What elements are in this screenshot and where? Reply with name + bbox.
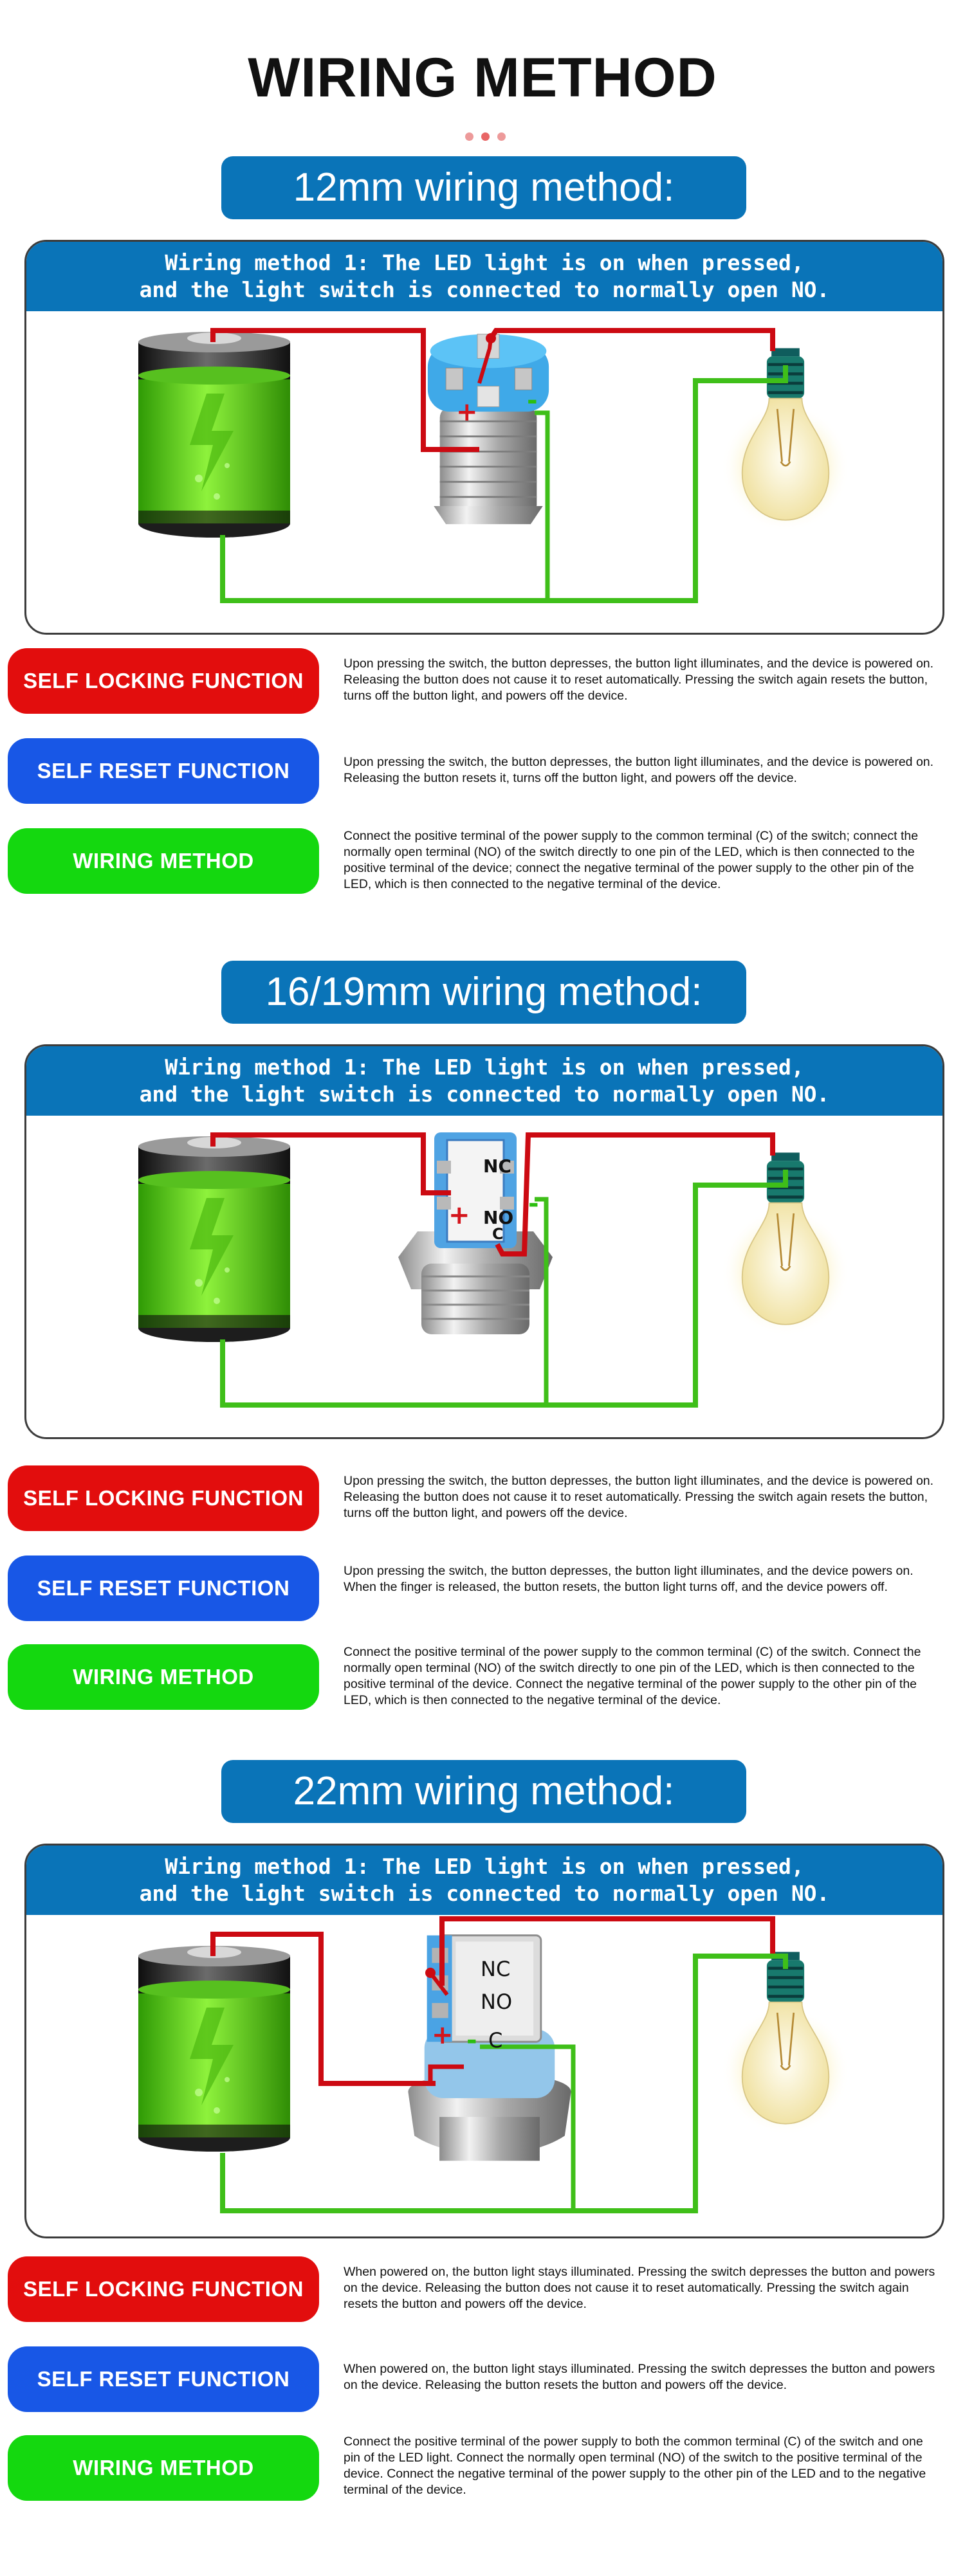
wiring-diagram-panel — [24, 240, 944, 635]
panel-header — [26, 1046, 942, 1116]
self-locking-function-text: When powered on, the button light stays illuminated. Pressing the switch depresses the button and powers on the device. Releasing the button does not cause it to reset automatically. Pressing the switch again resets the button and powers off the device. — [344, 2265, 935, 2311]
nc-terminal-label: NC — [481, 1957, 511, 1981]
self-reset-function-label: SELF RESET FUNCTION — [8, 738, 319, 804]
self-reset-function-text: Upon pressing the switch, the button depresses, the button light illuminates, and the device is powered on. Releasing the button resets it, turns off the button light, and powers off the device. — [344, 755, 934, 785]
decorative-dots — [461, 132, 510, 144]
wiring-diagram — [26, 1915, 942, 2236]
self-reset-function-label: SELF RESET FUNCTION — [8, 1556, 319, 1621]
negative-terminal-label: - — [466, 2026, 477, 2055]
section-title: 16/19mm wiring method: — [221, 961, 746, 1024]
c-terminal-label: C — [492, 1225, 504, 1243]
wiring-method-text: Connect the positive terminal of the power supply to both the common terminal (C) of the switch and one pin of the LED light. Connect the normally open terminal (NO) of the switch to the positive terminal of the device. Connect the negative terminal of the power supply to the other pin of the LED and to the negative terminal of the device. — [344, 2435, 926, 2497]
wiring-method-label: WIRING METHOD — [8, 2435, 319, 2501]
wiring-method-label: WIRING METHOD — [8, 1644, 319, 1710]
panel-header-line-2: and the light switch is connected to normally open NO. — [139, 1082, 830, 1107]
wiring-method-text: Connect the positive terminal of the power supply to the common terminal (C) of the switch. Connect the normally open terminal (NO) of the switch directly to one pin of the LED, which is then connected to the positive terminal of the device. Connect the negative terminal of the power supply to the other pin of the LED, which is then connected to the negative terminal of the device. — [344, 1645, 921, 1707]
no-terminal-label: NO — [483, 1207, 514, 1228]
panel-header-line-1: Wiring method 1: The LED light is on when pressed, — [165, 250, 804, 275]
wiring-method-text: Connect the positive terminal of the power supply to the common terminal (C) of the switch; connect the normally open terminal (NO) of the switch directly to one pin of the LED, which is then connected to the positive terminal of the device; connect the negative terminal of the power supply to the other pin of the LED, which is then connected to the negative terminal of the device. — [344, 829, 919, 891]
c-terminal-label: C — [488, 2028, 503, 2053]
panel-header-line-2: and the light switch is connected to normally open NO. — [139, 277, 830, 302]
negative-terminal-label: - — [528, 1189, 539, 1219]
nc-terminal-label: NC — [483, 1156, 511, 1177]
self-reset-function-text: Upon pressing the switch, the button depresses, the button light illuminates, and the device powers on. When the finger is released, the button resets, the button light turns off, and the device powers off. — [344, 1564, 914, 1594]
self-reset-function-text: When powered on, the button light stays illuminated. Pressing the switch depresses the button and powers on the device. Releasing the button resets the button and powers off the device. — [344, 2362, 935, 2392]
section-title: 22mm wiring method: — [221, 1760, 746, 1823]
panel-header — [26, 1846, 942, 1915]
positive-terminal-label: + — [448, 1201, 470, 1230]
panel-header-line-1: Wiring method 1: The LED light is on when pressed, — [165, 1055, 804, 1080]
self-locking-function-text: Upon pressing the switch, the button depresses, the button light illuminates, and the device is powered on. Releasing the button does not cause it to reset automatically. Pressing the switch again resets the button, turns off the button light, and powers off the device. — [344, 657, 934, 703]
wiring-method-label: WIRING METHOD — [8, 828, 319, 894]
section-title: 12mm wiring method: — [221, 156, 746, 219]
no-terminal-label: NO — [481, 1990, 513, 2014]
positive-terminal-label: + — [456, 397, 478, 427]
push-button-switch-icon — [428, 334, 549, 525]
battery-icon — [138, 332, 290, 538]
wiring-diagram-panel — [24, 1844, 944, 2238]
self-locking-function-label: SELF LOCKING FUNCTION — [8, 648, 319, 714]
wiring-diagram-panel — [24, 1044, 944, 1439]
wiring-diagram — [26, 311, 942, 633]
panel-header — [26, 242, 942, 311]
negative-terminal-label: - — [527, 386, 538, 415]
self-reset-function-label: SELF RESET FUNCTION — [8, 2346, 319, 2412]
self-locking-function-label: SELF LOCKING FUNCTION — [8, 2256, 319, 2322]
light-bulb-icon — [721, 1952, 850, 2135]
panel-header-line-1: Wiring method 1: The LED light is on when pressed, — [165, 1854, 804, 1879]
page-title: WIRING METHOD — [248, 47, 717, 109]
self-locking-function-text: Upon pressing the switch, the button depresses, the button light illuminates, and the device is powered on. Releasing the button does not cause it to reset automatically. Pressing the switch again resets the button, turns off the button light, and powers off the device. — [344, 1474, 934, 1520]
panel-header-line-2: and the light switch is connected to normally open NO. — [139, 1881, 830, 1906]
battery-icon — [138, 1946, 290, 2152]
self-locking-function-label: SELF LOCKING FUNCTION — [8, 1465, 319, 1531]
positive-terminal-label: + — [432, 2020, 454, 2050]
battery-icon — [138, 1136, 290, 1342]
wiring-diagram — [26, 1116, 942, 1437]
